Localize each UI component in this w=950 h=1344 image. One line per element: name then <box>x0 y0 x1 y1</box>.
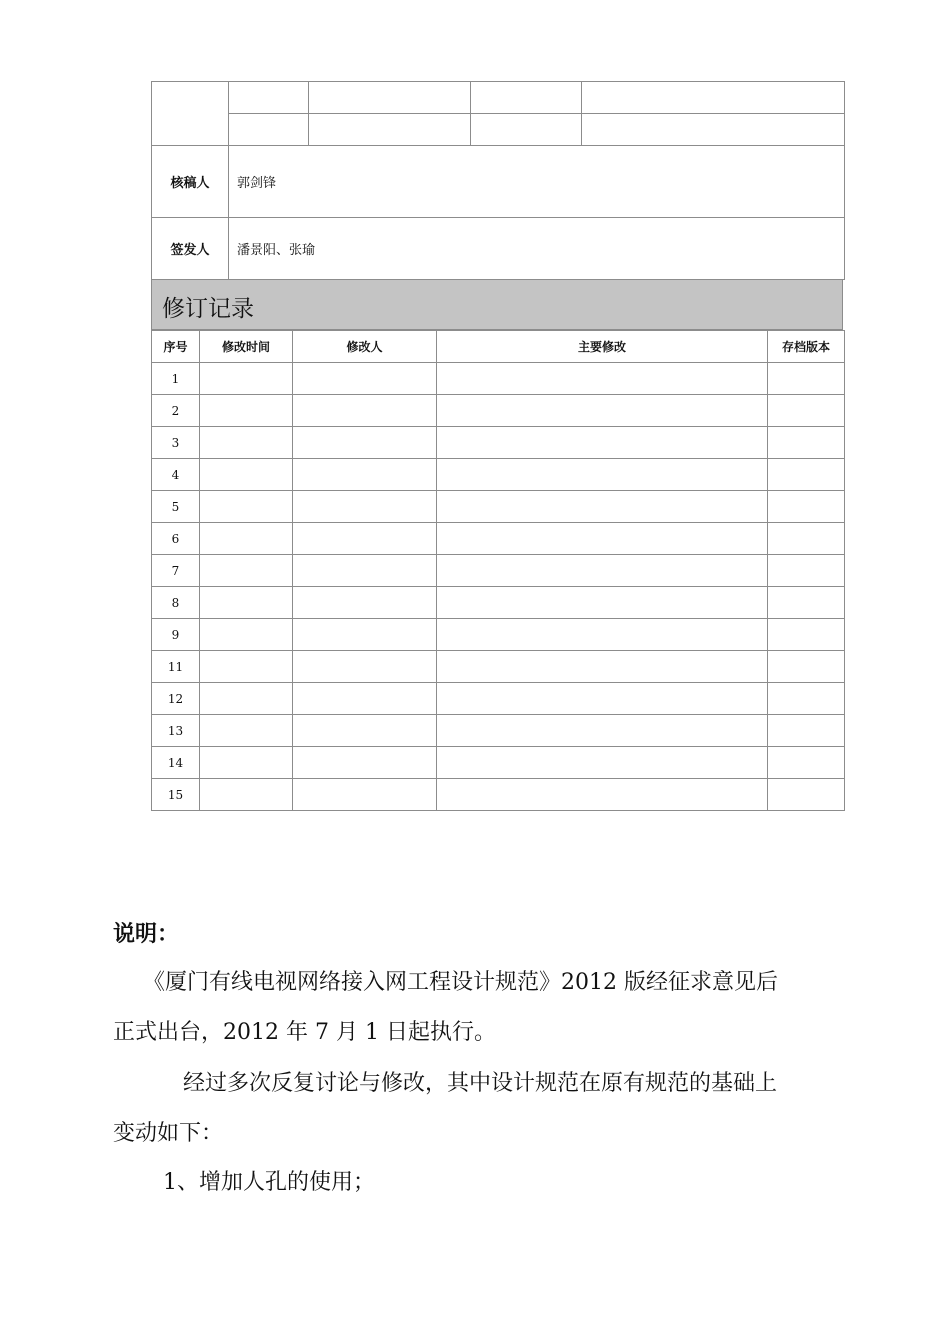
issuer-label: 签发人 <box>152 218 229 280</box>
editor-cell <box>293 427 437 459</box>
row-number: 5 <box>152 491 200 523</box>
version-cell <box>768 427 845 459</box>
changes-cell <box>437 587 768 619</box>
editor-cell <box>293 459 437 491</box>
blank-cell <box>582 114 845 146</box>
editor-cell <box>293 363 437 395</box>
changes-cell <box>437 619 768 651</box>
blank-cell <box>471 114 582 146</box>
version-cell <box>768 619 845 651</box>
editor-cell <box>293 587 437 619</box>
time-cell <box>200 651 293 683</box>
changes-cell <box>437 523 768 555</box>
version-cell <box>768 523 845 555</box>
row-number: 2 <box>152 395 200 427</box>
reviewer-value: 郭剑锋 <box>229 146 845 218</box>
row-number: 3 <box>152 427 200 459</box>
row-number: 4 <box>152 459 200 491</box>
header-time: 修改时间 <box>200 331 293 363</box>
changes-cell <box>437 779 768 811</box>
row-number: 6 <box>152 523 200 555</box>
changes-cell <box>437 459 768 491</box>
note-paragraph-2-line-2: 变动如下： <box>113 1121 224 1146</box>
row-number: 7 <box>152 555 200 587</box>
time-cell <box>200 683 293 715</box>
revision-body <box>152 363 845 811</box>
header-version: 存档版本 <box>768 331 845 363</box>
blank-cell <box>229 114 309 146</box>
changes-cell <box>437 715 768 747</box>
approval-table <box>151 81 845 280</box>
revision-banner-title: 修订记录 <box>162 296 254 322</box>
editor-cell <box>293 779 437 811</box>
time-cell <box>200 491 293 523</box>
table-row <box>152 555 845 587</box>
version-cell <box>768 683 845 715</box>
version-cell <box>768 459 845 491</box>
header-changes: 主要修改 <box>437 331 768 363</box>
revision-banner <box>151 280 843 330</box>
changes-cell <box>437 491 768 523</box>
time-cell <box>200 619 293 651</box>
table-row <box>152 651 845 683</box>
version-cell <box>768 747 845 779</box>
version-cell <box>768 587 845 619</box>
time-cell <box>200 459 293 491</box>
blank-cell <box>471 82 582 114</box>
time-cell <box>200 395 293 427</box>
editor-cell <box>293 747 437 779</box>
editor-cell <box>293 523 437 555</box>
version-cell <box>768 363 845 395</box>
note-paragraph-2-line-1: 经过多次反复讨论与修改，其中设计规范在原有规范的基础上 <box>183 1071 778 1096</box>
row-number: 1 <box>152 363 200 395</box>
row-number: 9 <box>152 619 200 651</box>
table-row <box>152 459 845 491</box>
time-cell <box>200 715 293 747</box>
table-row <box>152 779 845 811</box>
table-row <box>152 619 845 651</box>
row-number: 13 <box>152 715 200 747</box>
version-cell <box>768 395 845 427</box>
time-cell <box>200 363 293 395</box>
blank-cell <box>309 82 471 114</box>
table-row <box>152 427 845 459</box>
editor-cell <box>293 491 437 523</box>
note-paragraph-1-line-1: 《厦门有线电视网络接入网工程设计规范》2012 版经征求意见后 <box>143 970 778 995</box>
version-cell <box>768 491 845 523</box>
note-list-item-1: 1、增加人孔的使用； <box>163 1170 375 1195</box>
revision-table <box>151 330 845 811</box>
changes-cell <box>437 395 768 427</box>
table-row <box>152 363 845 395</box>
changes-cell <box>437 427 768 459</box>
blank-cell <box>229 82 309 114</box>
table-row <box>152 523 845 555</box>
header-seq: 序号 <box>152 331 200 363</box>
table-row <box>152 395 845 427</box>
editor-cell <box>293 619 437 651</box>
row-number: 15 <box>152 779 200 811</box>
reviewer-label: 核稿人 <box>152 146 229 218</box>
time-cell <box>200 779 293 811</box>
time-cell <box>200 427 293 459</box>
table-row <box>152 491 845 523</box>
changes-cell <box>437 683 768 715</box>
editor-cell <box>293 395 437 427</box>
row-number: 11 <box>152 651 200 683</box>
editor-cell <box>293 715 437 747</box>
row-number: 14 <box>152 747 200 779</box>
editor-cell <box>293 555 437 587</box>
reviewer-row <box>152 146 845 218</box>
version-cell <box>768 651 845 683</box>
note-paragraph-1-line-2: 正式出台，2012 年 7 月 1 日起执行。 <box>113 1020 496 1045</box>
time-cell <box>200 587 293 619</box>
row-number: 8 <box>152 587 200 619</box>
blank-cell <box>309 114 471 146</box>
table-row <box>152 587 845 619</box>
editor-cell <box>293 651 437 683</box>
table-row <box>152 683 845 715</box>
revision-header-row <box>152 331 845 363</box>
time-cell <box>200 747 293 779</box>
version-cell <box>768 555 845 587</box>
issuer-value: 潘景阳、张瑜 <box>229 218 845 280</box>
blank-row <box>152 82 845 114</box>
editor-cell <box>293 683 437 715</box>
version-cell <box>768 779 845 811</box>
header-editor: 修改人 <box>293 331 437 363</box>
time-cell <box>200 555 293 587</box>
version-cell <box>768 715 845 747</box>
changes-cell <box>437 363 768 395</box>
issuer-row <box>152 218 845 280</box>
time-cell <box>200 523 293 555</box>
changes-cell <box>437 555 768 587</box>
blank-cell <box>582 82 845 114</box>
changes-cell <box>437 651 768 683</box>
table-row <box>152 715 845 747</box>
changes-cell <box>437 747 768 779</box>
blank-row <box>152 114 845 146</box>
note-title: 说明： <box>113 922 180 947</box>
blank-cell <box>152 82 229 146</box>
table-row <box>152 747 845 779</box>
row-number: 12 <box>152 683 200 715</box>
